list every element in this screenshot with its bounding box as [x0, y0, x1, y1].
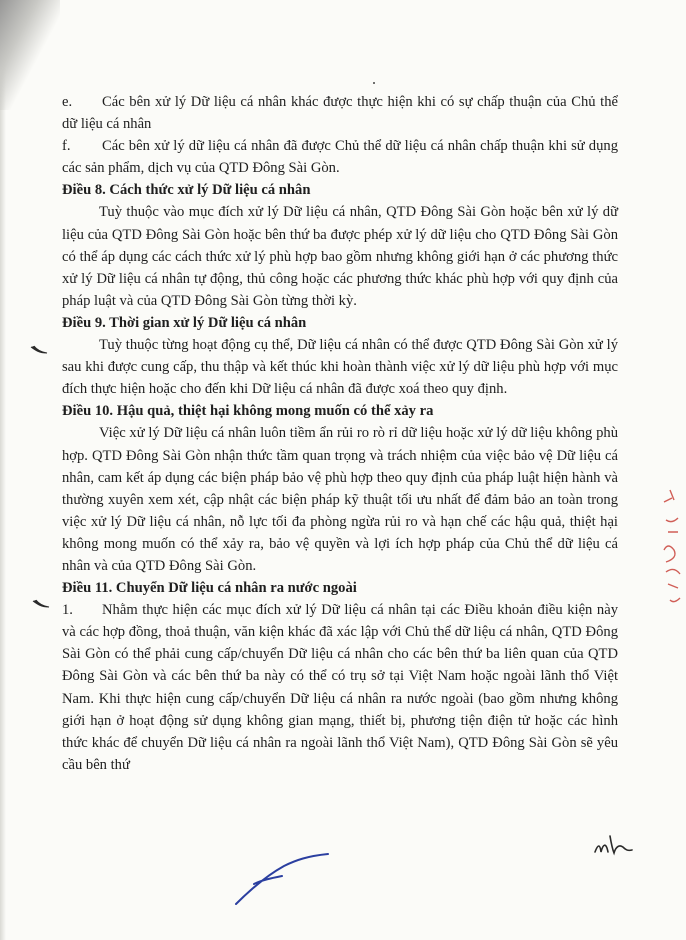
document-page [62, 91, 618, 776]
article-10-body: Việc xử lý Dữ liệu cá nhân luôn tiềm ẩn rủi ro rò rỉ dữ liệu hoặc xử lý dữ liệu không phù hợp. QTD Đông Sài Gòn nhận thức tầm quan trọng và trách nhiệm của việc bảo vệ Dữ liệu cá nhân, cam kết áp dụng các biện pháp bảo vệ phù hợp theo quy định của pháp luật hiện hành và thường xuyên xem xét, cập nhật các biện pháp kỹ thuật tối ưu nhất để đảm bảo an toàn trong việc xử lý Dữ liệu cá nhân, nỗ lực tối đa phòng ngừa rủi ro và hạn chế các hậu quả, thiệt hại không mong muốn có thể xảy ra, bảo vệ quyền và lợi ích hợp pháp của Chủ thể dữ liệu cá nhân và của QTD Đông Sài Gòn. [62, 425, 618, 574]
article-11-heading: Điều 11. Chuyển Dữ liệu cá nhân ra nước ngoài [62, 580, 357, 597]
list-item-e [62, 91, 618, 135]
red-stamp-fragment [650, 480, 686, 620]
margin-tick-icon [32, 598, 50, 610]
margin-tick-icon [30, 344, 48, 356]
list-item-text: Các bên xử lý Dữ liệu cá nhân khác được thực hiện khi có sự chấp thuận của Chủ thể dữ liệu cá nhân [62, 94, 618, 133]
list-item-text: Nhằm thực hiện các mục đích xử lý Dữ liệu cá nhân tại các Điều khoản điều kiện này và các hợp đồng, thoả thuận, văn kiện khác đã xác lập với Chủ thể dữ liệu cá nhân, QTD Đông Sài Gòn có thể phải cung cấp/chuyển Dữ liệu cá nhân cho các bên thứ ba liên quan của QTD Đông Sài Gòn và các bên thứ ba này có thể có trụ sở tại Việt Nam hoặc ngoài lãnh thổ Việt Nam. Khi thực hiện cung cấp/chuyển Dữ liệu cá nhân ra nước ngoài (bao gồm nhưng không giới hạn ở hoạt động sử dụng không gian mạng, thiết bị, phương tiện điện tử hoặc các hình thức khác để chuyển Dữ liệu cá nhân ra ngoài lãnh thổ Việt Nam), QTD Đông Sài Gòn sẽ yêu cầu bên thứ [62, 602, 618, 773]
article-8-body: Tuỳ thuộc vào mục đích xử lý Dữ liệu cá nhân, QTD Đông Sài Gòn hoặc bên xử lý dữ liệu của QTD Đông Sài Gòn hoặc bên thứ ba được phép xử lý dữ liệu cho QTD Đông Sài Gòn có thể áp dụng các cách thức xử lý phù hợp bao gồm nhưng không giới hạn ở các phương thức xử lý Dữ liệu cá nhân tự động, thủ công hoặc các phương thức khác phù hợp với quy định của pháp luật và của QTD Đông Sài Gòn từng thời kỳ. [62, 204, 618, 309]
article-9-heading: Điều 9. Thời gian xử lý Dữ liệu cá nhân [62, 314, 307, 331]
list-item-text: Các bên xử lý dữ liệu cá nhân đã được Chủ thể dữ liệu cá nhân chấp thuận khi sử dụng các sản phẩm, dịch vụ của QTD Đông Sài Gòn. [62, 138, 618, 177]
list-marker: e. [62, 94, 73, 110]
article-8-heading: Điều 8. Cách thức xử lý Dữ liệu cá nhân [62, 182, 311, 199]
list-marker: f. [62, 138, 71, 155]
folded-corner [0, 0, 60, 110]
list-marker: 1. [62, 602, 73, 619]
scan-shadow-edge [0, 0, 6, 940]
initials-mark [592, 832, 636, 858]
list-item-f [62, 135, 618, 179]
article-11-item-1 [62, 599, 618, 776]
signature-mark [232, 850, 342, 910]
article-9-body: Tuỳ thuộc từng hoạt động cụ thể, Dữ liệu cá nhân có thể được QTD Đông Sài Gòn xử lý sau khi được cung cấp, thu thập và kết thúc khi hoàn thành việc xử lý dữ liệu phù hợp với mục đích thực hiện hoặc cho đến khi Dữ liệu cá nhân đã được xoá theo quy định. [62, 337, 618, 398]
article-10-heading: Điều 10. Hậu quả, thiệt hại không mong muốn có thể xảy ra [62, 403, 434, 420]
speck [373, 82, 375, 84]
